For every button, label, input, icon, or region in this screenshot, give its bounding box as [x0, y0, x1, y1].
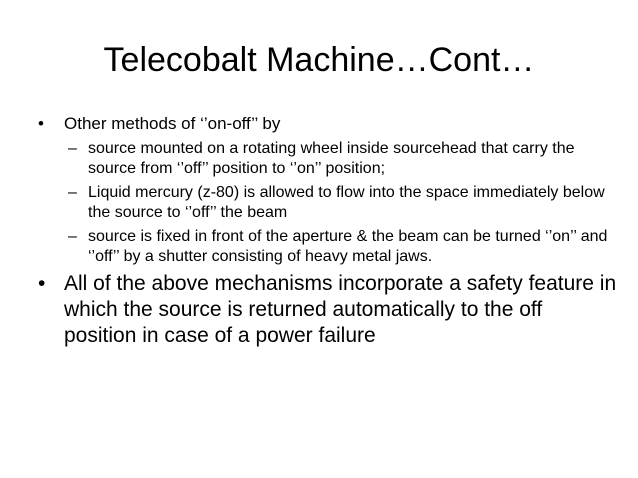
bullet-item [38, 271, 618, 349]
dash-marker: – [68, 184, 77, 201]
sub-bullet-item [38, 183, 618, 223]
bullet-item [38, 113, 618, 135]
sub-bullet-text: source is fixed in front of the aperture & the beam can be turned ‘’on’’ and ‘’off’’ by a shutter consisting of heavy metal jaws. [88, 228, 608, 265]
sub-bullet-list [38, 139, 618, 267]
slide-title: Telecobalt Machine…Cont… [103, 41, 535, 79]
bullet-text: All of the above mechanisms incorporate a safety feature in which the source is returned automatically to the off position in case of a power failure [64, 272, 617, 347]
bullet-text: Other methods of ‘’on-off’’ by [64, 114, 281, 133]
slide-content [38, 113, 618, 353]
bullet-marker: • [38, 114, 44, 133]
bullet-marker: • [38, 272, 46, 295]
sub-bullet-item [38, 139, 618, 179]
sub-bullet-text: source mounted on a rotating wheel inside sourcehead that carry the source from ‘’off’’ position to ‘’on’’ position; [88, 140, 575, 177]
dash-marker: – [68, 228, 77, 245]
dash-marker: – [68, 140, 77, 157]
sub-bullet-item [38, 227, 618, 267]
sub-bullet-text: Liquid mercury (z-80) is allowed to flow into the space immediately below the source to ‘’off’’ the beam [88, 184, 605, 221]
